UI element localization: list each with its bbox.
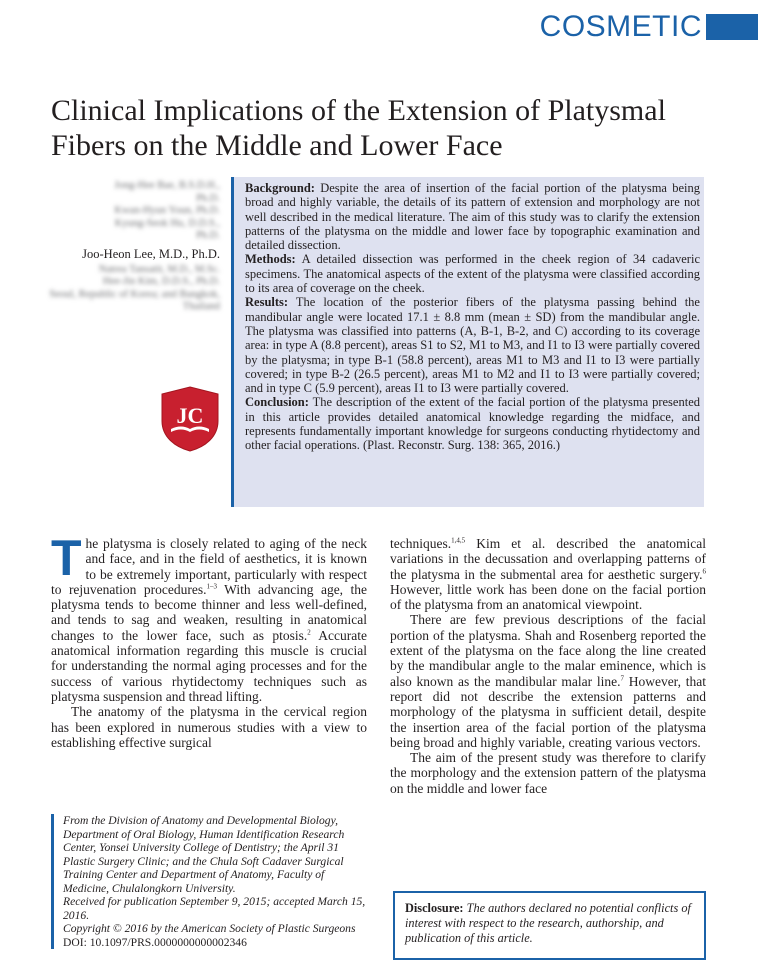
section-color-block xyxy=(706,14,758,40)
citation-ref: 1–3 xyxy=(206,582,217,591)
body-column-left xyxy=(51,530,367,750)
abstract-methods-label: Methods: xyxy=(245,252,296,267)
abstract-background-text: Despite the area of insertion of the facial portion of the platysma being broad and highly variable, the details of its pattern of extension and morphology are not well described in the medical literature. The aim of this study was to clarify the extension patterns of the platysma on the middle and lower face by topographic examination and detailed dissection. xyxy=(245,181,701,253)
footnote-affiliation: From the Division of Anatomy and Developmental Biology, Department of Oral Biology, Human Identification Research Center, Yonsei University College of Dentistry; the April 31 Plastic Surgery Clinic; and the Chula Soft Cadaver Surgical Training Center and Department of Anatomy, Faculty of Medicine, Chulalongkorn University. xyxy=(63,814,345,895)
citation-ref: 7 xyxy=(620,674,624,683)
body-column-right xyxy=(390,536,706,796)
body-text: Accurate anatomical information regarding this muscle is crucial for understanding the normal aging processes and for the success of various rhytidectomy techniques such as platysma suspension and thread lifting. xyxy=(51,627,367,704)
body-text: However, little work has been done on the facial portion of the platysma from an anatomical viewpoint. xyxy=(390,581,706,613)
abstract-citation: (Plast. Reconstr. Surg. 138: 365, 2016.) xyxy=(363,438,561,453)
author-blurred: Ph.D. xyxy=(196,192,220,204)
body-paragraph: The anatomy of the platysma in the cervical region has been explored in numerous studies with a view to establishing effective surgical xyxy=(51,704,367,750)
author-blurred: Ph.D. xyxy=(196,230,220,241)
abstract-conclusion-text: The description of the extent of the facial portion of the platysma presented in this article provides detailed anatomical knowledge regarding the midface, and represents fundamentally important knowledge for surgeons conducting rhytidectomy and other facial operations. xyxy=(245,395,700,453)
abstract-methods xyxy=(245,252,700,295)
author-named: Joo-Heon Lee, M.D., Ph.D. xyxy=(82,246,220,261)
body-text: techniques. xyxy=(390,536,452,551)
body-text: Kim et al. described the anatomical variations in the decussation and overlapping patterns of the platysma in the submental area for aesthetic surgery. xyxy=(390,536,706,582)
body-text: There are few previous descriptions of the facial portion of the platysma. Shah and Rosenberg reported the extent of the platysma on the face along the line created by the mandibular angle to the malar eminence, which is also known as the mandibular malar line. xyxy=(390,612,706,689)
section-header xyxy=(540,9,758,45)
body-paragraph: The aim of the present study was therefore to clarify the morphology and the extension pattern of the platysma on the middle and lower face xyxy=(390,750,706,796)
abstract-results xyxy=(245,295,700,395)
footnote-received: Received for publication September 9, 2015; accepted March 15, 2016. xyxy=(63,895,366,922)
footnote-block xyxy=(51,814,371,949)
body-text: With advancing age, the platysma tends to become thinner and less well-defined, and tends to sag and weaken, resulting in anatomical changes to the lower face, such as ptosis. xyxy=(51,581,367,643)
abstract-conclusion-label: Conclusion: xyxy=(245,395,309,410)
abstract-methods-text: A detailed dissection was performed in the cheek region of 34 cadaveric specimens. The anatomical aspects of the extent of the platysma were classified according to its area of coverage on the cheek. xyxy=(245,252,700,296)
author-affiliation-blurred: Thailand xyxy=(182,301,220,312)
abstract-results-label: Results: xyxy=(245,295,289,310)
disclosure-box xyxy=(393,891,706,960)
footnote-doi: DOI: 10.1097/PRS.0000000000002346 xyxy=(63,935,247,949)
citation-ref: 1,4,5 xyxy=(451,536,466,545)
body-text: he platysma is closely related to aging of the neck and face, and in the field of aesthetics, it is known to be extremely important, particularly with respect to rejuvenation procedures. xyxy=(51,536,367,597)
abstract-results-text: The location of the posterior fibers of the platysma passing behind the mandibular angle were located 17.1 ± 8.8 mm (mean ± SD) from the mandibular angle. The platysma was classified into patterns (A, B-1, B-2, and C) according to its coverage area: in type A (8.8 percent), areas S1 to S2, M1 to M3, and I1 to I3 were partially covered by the platysma; in type B-1 (58.8 percent), areas M1 to M3 and I1 to I3 were partially covered; in type B-2 (26.5 percent), areas M1 to M2 and I1 to I3 were partially covered; and in type C (5.9 percent), areas I1 to I3 were partially covered. xyxy=(245,295,700,396)
abstract-conclusion xyxy=(245,395,700,452)
body-text: However, that report did not describe the extension patterns and morphology of the platysma in sufficient detail, despite the insertion area of the facial portion of the platysma being broad and highly variable, creating various vectors. xyxy=(390,673,706,750)
abstract-background xyxy=(245,181,700,252)
disclosure-text: The authors declared no potential conflicts of interest with respect to the research, authorship, and publication of this article. xyxy=(405,901,691,945)
author-blurred: Kwan-Hyun Youn, Ph.D. xyxy=(114,205,220,216)
author-blurred: Jong-Hee Bae, B.S.D.H., xyxy=(114,180,220,191)
author-list xyxy=(30,180,220,314)
citation-ref: 6 xyxy=(702,567,706,576)
citation-ref: 2 xyxy=(307,628,311,637)
journal-club-badge xyxy=(159,385,221,453)
body-paragraph xyxy=(390,536,706,612)
author-blurred: Kyung-Seok Hu, D.D.S., xyxy=(114,217,220,229)
abstract-box xyxy=(231,177,704,507)
badge-text: JC xyxy=(176,403,204,428)
body-paragraph xyxy=(390,612,706,750)
author-blurred: Natrea Tansatit, M.D., M.Sc. xyxy=(98,263,220,275)
body-paragraph xyxy=(51,530,367,704)
footnote-copyright: Copyright © 2016 by the American Society of Plastic Surgeons xyxy=(63,922,356,935)
article-title: Clinical Implications of the Extension of Platysmal Fibers on the Middle and Lower Face xyxy=(51,94,666,162)
author-affiliation-blurred: Seoul, Republic of Korea; and Bangkok, xyxy=(49,288,220,300)
author-blurred: Hee-Jin Kim, D.D.S., Ph.D. xyxy=(102,276,220,287)
drop-cap: T xyxy=(51,530,82,586)
disclosure-label: Disclosure: xyxy=(405,901,464,915)
section-label: COSMETIC xyxy=(539,10,702,43)
abstract-background-label: Background: xyxy=(245,181,315,195)
